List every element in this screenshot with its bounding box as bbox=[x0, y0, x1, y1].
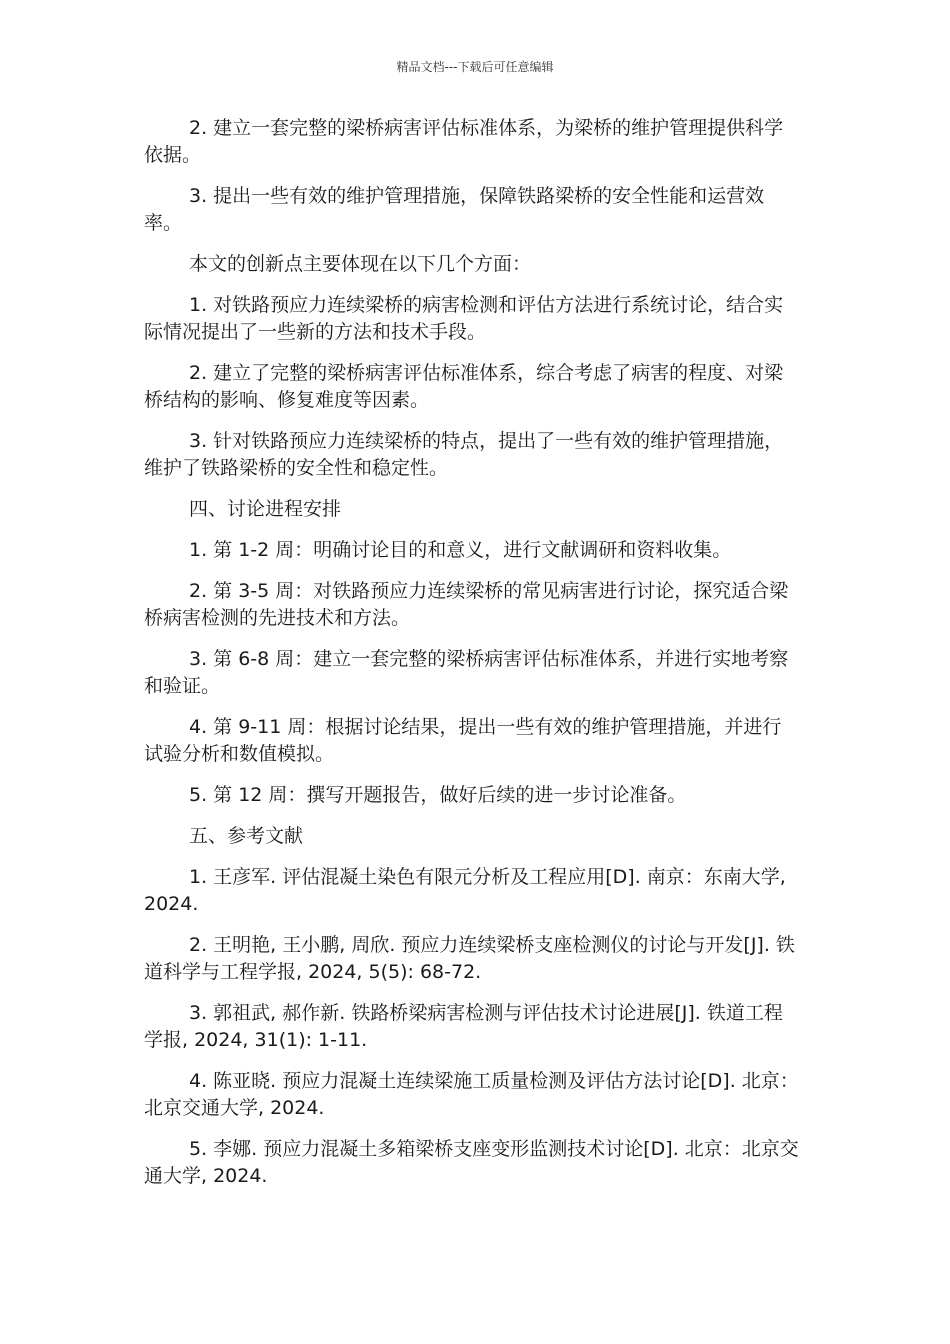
document-body bbox=[144, 115, 800, 1204]
paragraph: 本文的创新点主要体现在以下几个方面： bbox=[189, 253, 532, 275]
paragraph: 3. 针对铁路预应力连续梁桥的特点，提出了一些有效的维护管理措施，维护了铁路梁桥的安全性和稳定性。 bbox=[144, 430, 784, 479]
reference-item: 3. 郭祖武, 郝作新. 铁路桥梁病害检测与评估技术讨论进展[J]. 铁道工程学报, 2024, 31(1): 1-11. bbox=[144, 1002, 783, 1051]
schedule-item: 5. 第 12 周：撰写开题报告，做好后续的进一步讨论准备。 bbox=[189, 784, 687, 806]
reference-item: 5. 李娜. 预应力混凝土多箱梁桥支座变形监测技术讨论[D]. 北京：北京交通大学, 2024. bbox=[144, 1138, 799, 1187]
paragraph: 2. 建立一套完整的梁桥病害评估标准体系，为梁桥的维护管理提供科学依据。 bbox=[144, 117, 784, 166]
reference-item: 4. 陈亚晓. 预应力混凝土连续梁施工质量检测及评估方法讨论[D]. 北京：北京交通大学, 2024. bbox=[144, 1070, 799, 1119]
schedule-item: 1. 第 1-2 周：明确讨论目的和意义，进行文献调研和资料收集。 bbox=[189, 539, 732, 561]
schedule-item: 4. 第 9-11 周：根据讨论结果，提出一些有效的维护管理措施，并进行试验分析和数值模拟。 bbox=[144, 716, 782, 765]
schedule-item: 3. 第 6-8 周：建立一套完整的梁桥病害评估标准体系，并进行实地考察和验证。 bbox=[144, 648, 789, 697]
schedule-item: 2. 第 3-5 周：对铁路预应力连续梁桥的常见病害进行讨论，探究适合梁桥病害检测的先进技术和方法。 bbox=[144, 580, 789, 629]
reference-item: 2. 王明艳, 王小鹏, 周欣. 预应力连续梁桥支座检测仪的讨论与开发[J]. 铁道科学与工程学报, 2024, 5(5): 68-72. bbox=[144, 934, 795, 983]
page-header: 精品文档---下载后可任意编辑 bbox=[396, 60, 554, 74]
paragraph: 1. 对铁路预应力连续梁桥的病害检测和评估方法进行系统讨论，结合实际情况提出了一些新的方法和技术手段。 bbox=[144, 294, 784, 343]
paragraph: 3. 提出一些有效的维护管理措施，保障铁路梁桥的安全性能和运营效率。 bbox=[144, 185, 765, 234]
section-heading: 四、讨论进程安排 bbox=[189, 498, 342, 520]
section-heading: 五、参考文献 bbox=[189, 825, 304, 847]
paragraph: 2. 建立了完整的梁桥病害评估标准体系，综合考虑了病害的程度、对梁桥结构的影响、修复难度等因素。 bbox=[144, 362, 784, 411]
reference-item: 1. 王彦军. 评估混凝土染色有限元分析及工程应用[D]. 南京：东南大学, 2024. bbox=[144, 866, 786, 915]
